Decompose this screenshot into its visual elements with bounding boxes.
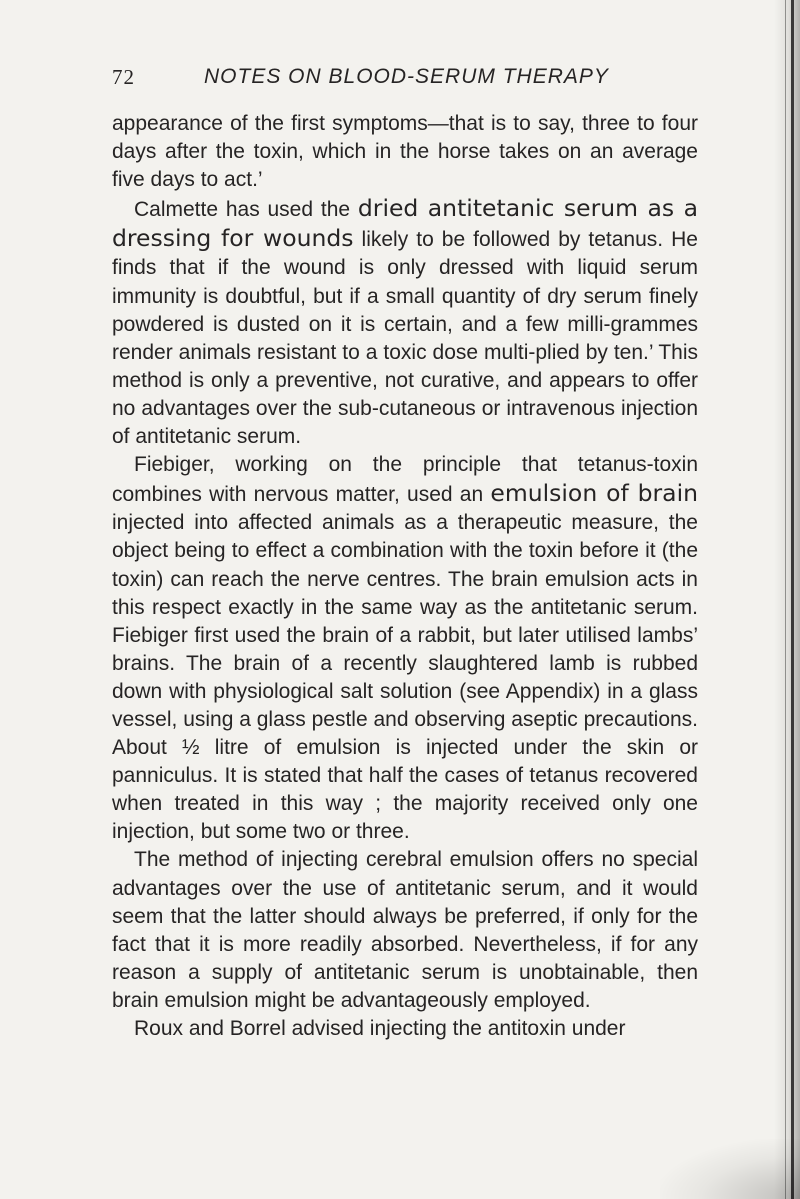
paragraph-calmette — [112, 194, 698, 451]
paragraph-text: The method of injecting cerebral emulsion offers no special advantages over the use of antitetanic serum, and it would seem that the latter should always be preferred, if only for the fact that it is more readily absorbed. Nevertheless, if for any reason a supply of antitetanic serum is unobtainable, then brain emulsion might be advantageously employed. — [112, 848, 698, 1012]
paragraph-cerebral-emulsion — [112, 846, 698, 1015]
running-title: NOTES ON BLOOD-SERUM THERAPY — [204, 65, 609, 88]
page-corner-shadow — [660, 1139, 800, 1199]
page-number: 72 — [112, 65, 135, 89]
side-heading-emulsion-of-brain: emulsion of brain — [490, 479, 698, 508]
binding-edge-line-inner — [785, 0, 786, 1199]
paragraph-text: injected into affected animals as a therapeutic measure, the object being to effect a combination with the toxin before it (the toxin) can reach the nerve centres. The brain emulsion acts in this respect exactly in the same way as the antitetanic serum. Fiebiger first used the brain of a rabbit, but later utilised lambs’ brains. The brain of a recently slaughtered lamb is rubbed down with physiological salt solution (see Appendix) in a glass vessel, using a glass pestle and observing aseptic precautions. About ½ litre of emulsion is injected under the skin or panniculus. It is stated that half the cases of tetanus recovered when treated in this way ; the majority received only one injection, but some two or three. — [112, 511, 699, 844]
paragraph-text: likely to be followed by tetanus. He finds that if the wound is only dressed with liquid serum immunity is doubtful, but if a small quantity of dry serum finely powdered is dusted on it is certain, and a few milli-grammes render animals resistant to a toxic dose multi-plied by ten.’ This method is only a preventive, not curative, and appears to offer no advantages over the sub-cutaneous or intravenous injection of antitetanic serum. — [112, 228, 698, 449]
paragraph-roux-borrel — [112, 1015, 698, 1043]
paragraph-text: appearance of the first symptoms—that is to say, three to four days after the toxin, which in the horse takes on an average five days to act.’ — [112, 112, 698, 192]
running-head — [112, 62, 712, 92]
binding-edge-line — [791, 0, 794, 1199]
paragraph-fiebiger — [112, 451, 698, 846]
paragraph-continuation — [112, 110, 698, 194]
body-text — [112, 110, 698, 1043]
binding-gutter-shadow — [774, 0, 800, 1199]
paragraph-text: Roux and Borrel advised injecting the antitoxin under — [134, 1017, 626, 1040]
side-heading-dried-serum-dressing: dried antitetanic serum as a dressing for wounds — [112, 194, 698, 253]
paragraph-text: Calmette has used the — [134, 198, 358, 222]
paragraph-text: Fiebiger, working on the principle that tetanus-toxin combines with nervous matter, used an — [112, 453, 698, 507]
